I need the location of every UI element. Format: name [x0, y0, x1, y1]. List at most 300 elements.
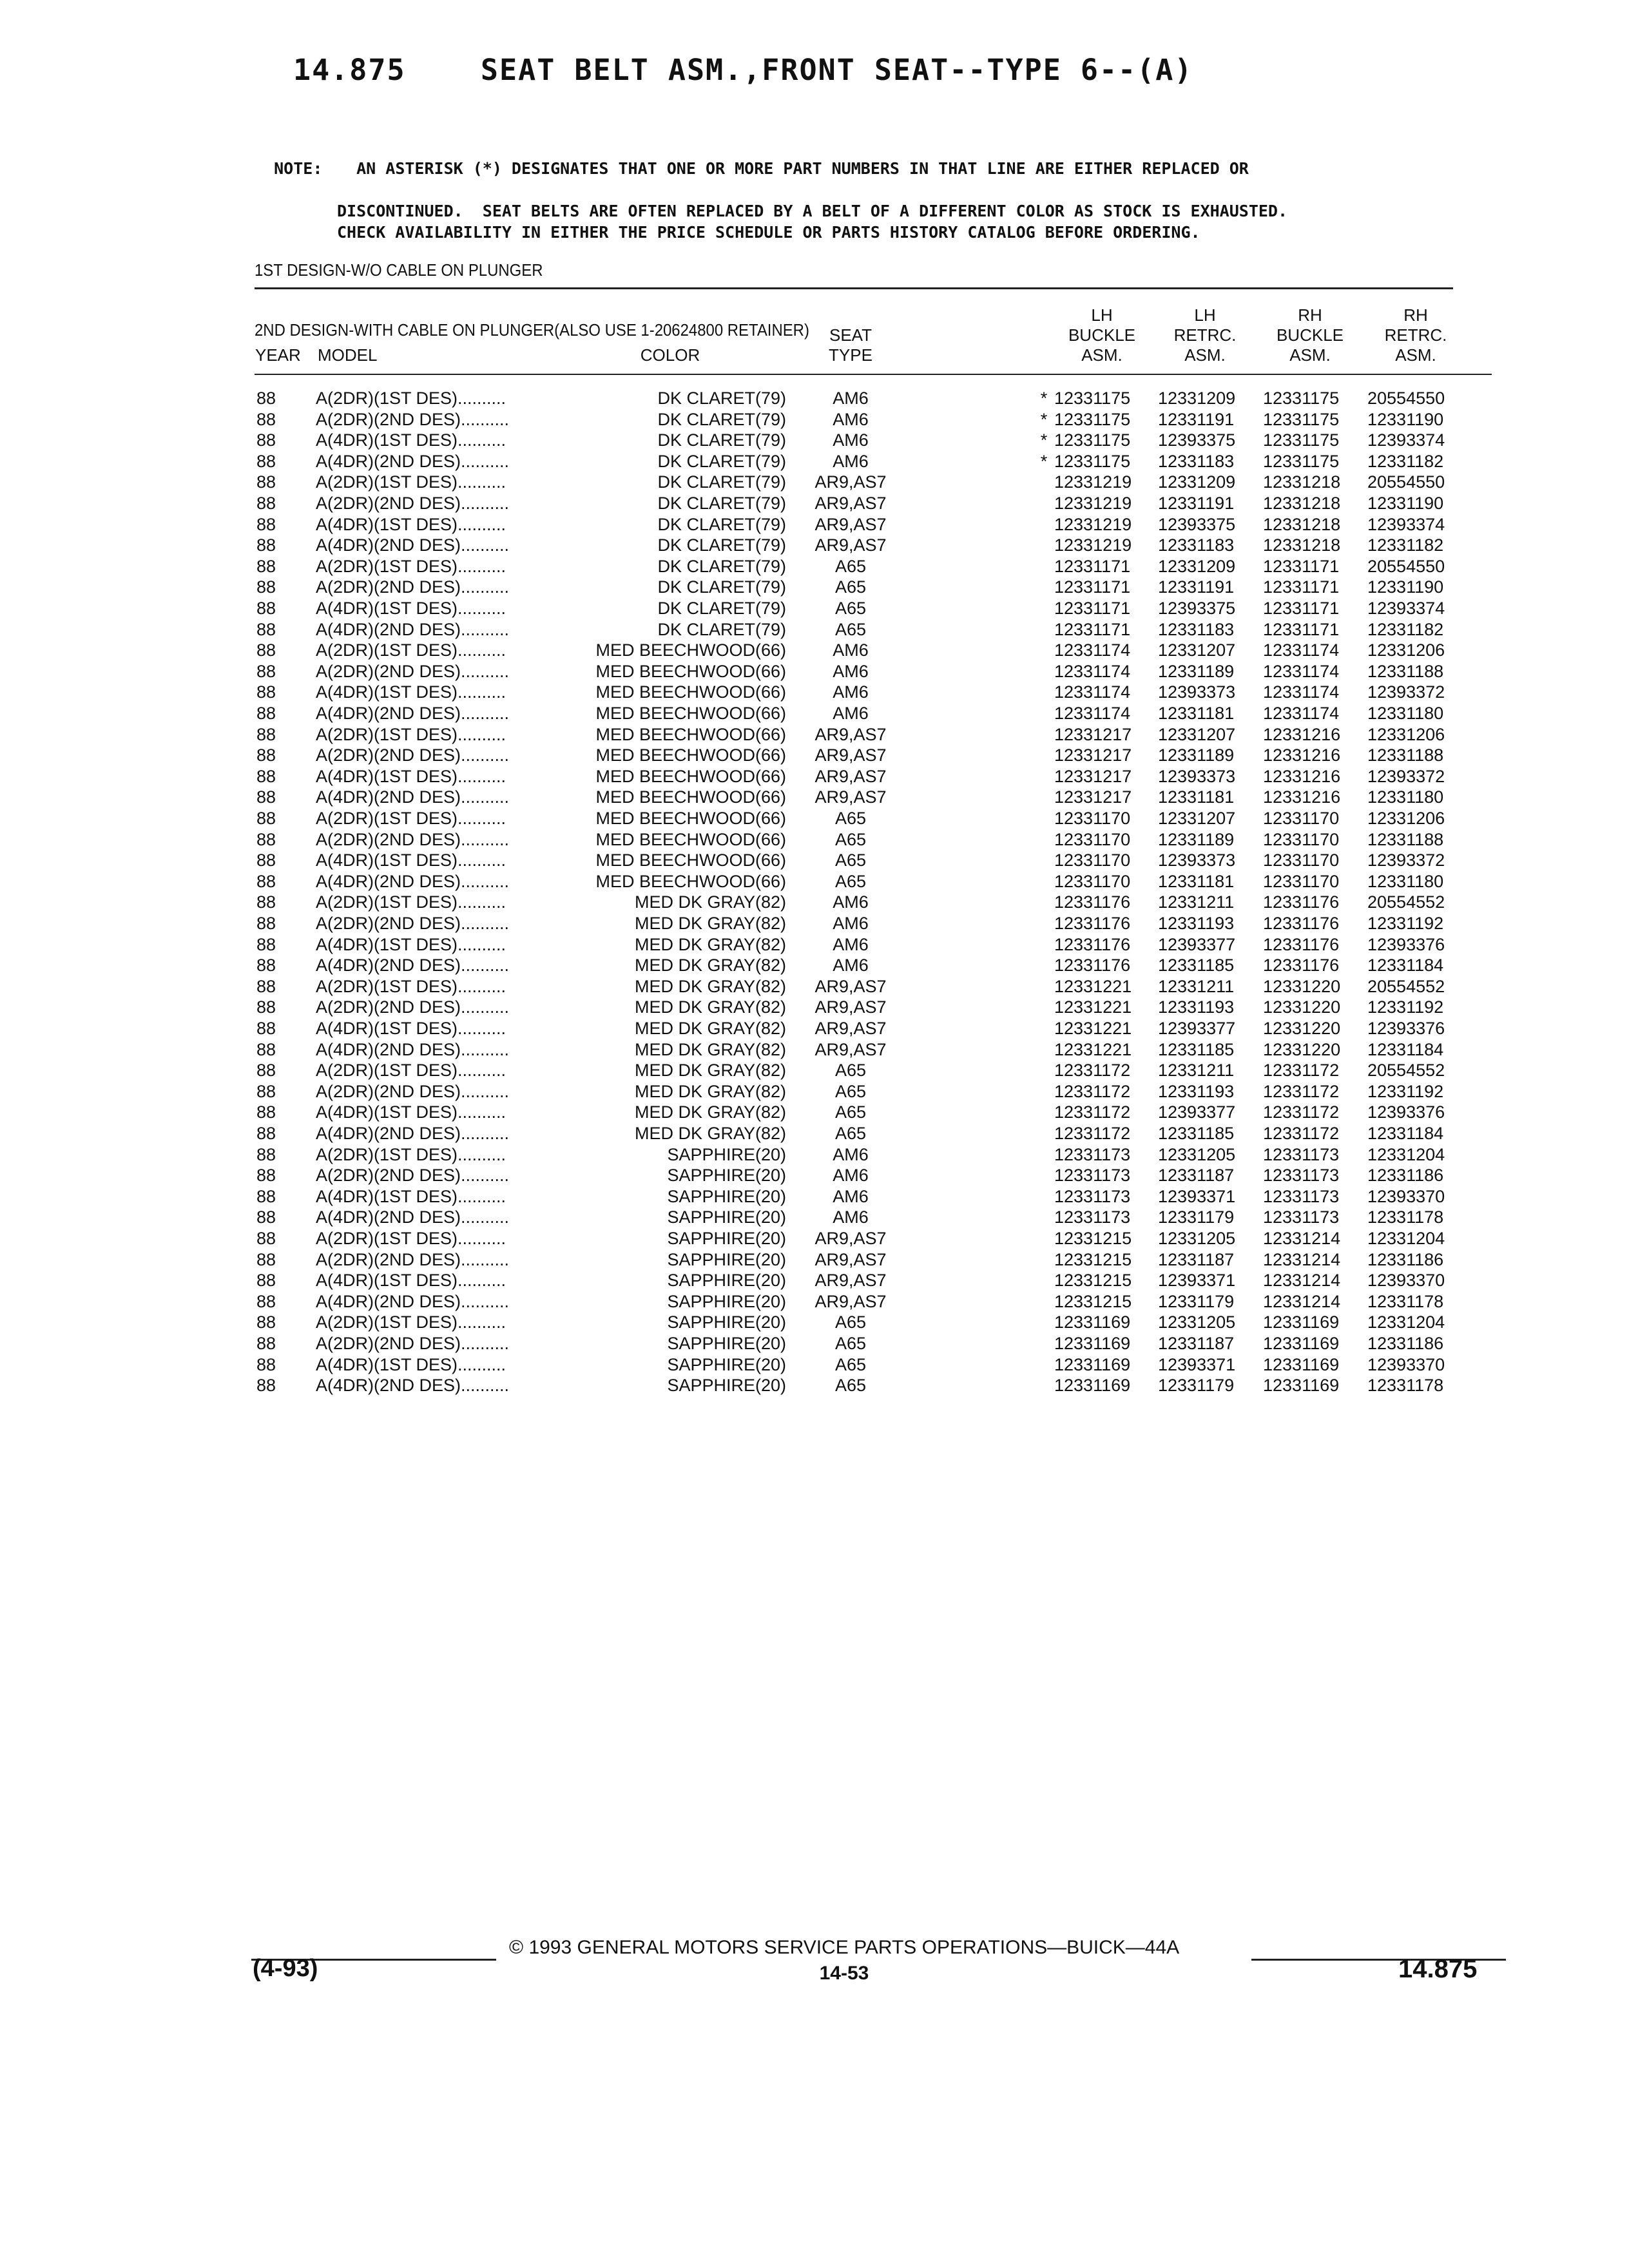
- lh-buckle-cell: 12331215: [1054, 1249, 1132, 1269]
- rh-buckle-cell: 12331171: [1263, 619, 1340, 639]
- lh-retrc-cell: 12331193: [1158, 914, 1235, 933]
- year-cell: 88: [256, 599, 276, 618]
- rh-buckle-cell: 12331174: [1263, 661, 1340, 681]
- rh-retrc-cell: 12331192: [1367, 1081, 1444, 1101]
- header-top-rule: [255, 287, 1453, 289]
- header-bottom-rule: [255, 374, 1492, 375]
- rh-retrc-cell: 12393374: [1367, 599, 1445, 618]
- lh-buckle-cell: 12331221: [1054, 1039, 1132, 1059]
- rh-buckle-cell: 12331218: [1263, 514, 1341, 534]
- year-cell: 88: [256, 577, 276, 597]
- year-cell: 88: [256, 472, 276, 492]
- color-cell: SAPPHIRE(20): [667, 1334, 786, 1353]
- replaced-marker: *: [1040, 389, 1048, 408]
- replaced-marker: *: [1040, 409, 1048, 429]
- year-cell: 88: [256, 451, 276, 471]
- year-cell: 88: [256, 934, 276, 954]
- color-cell: DK CLARET(79): [657, 619, 786, 639]
- rh-retrc-cell: 12393376: [1367, 1102, 1445, 1122]
- lh-retrc-cell: 12331205: [1158, 1144, 1236, 1164]
- year-cell: 88: [256, 1186, 276, 1206]
- seat-type-cell: AR9,AS7: [815, 766, 887, 786]
- color-cell: MED BEECHWOOD(66): [595, 787, 786, 807]
- model-cell: A(4DR)(1ST DES)..........: [316, 766, 506, 786]
- year-cell: 88: [256, 766, 276, 786]
- model-cell: A(2DR)(2ND DES)..........: [316, 914, 510, 933]
- date-code: (4-93): [253, 1955, 318, 1982]
- seat-type-cell: A65: [834, 1102, 867, 1122]
- color-cell: MED DK GRAY(82): [634, 1039, 786, 1059]
- lh-buckle-cell: 12331170: [1054, 871, 1131, 891]
- lh-retrc-cell: 12393373: [1158, 850, 1236, 870]
- model-cell: A(4DR)(1ST DES)..........: [316, 934, 506, 954]
- rh-buckle-cell: 12331214: [1263, 1291, 1341, 1311]
- color-cell: MED BEECHWOOD(66): [595, 682, 786, 702]
- lh-buckle-cell: 12331171: [1054, 599, 1131, 618]
- seat-type-cell: AM6: [833, 409, 869, 429]
- replaced-marker: *: [1040, 430, 1048, 450]
- lh-buckle-cell: 12331171: [1054, 619, 1131, 639]
- rh-retrc-cell: 12331190: [1367, 494, 1444, 513]
- year-cell: 88: [256, 640, 276, 660]
- color-cell: DK CLARET(79): [657, 472, 786, 492]
- year-cell: 88: [256, 745, 276, 765]
- year-cell: 88: [256, 1019, 276, 1038]
- color-cell: MED DK GRAY(82): [634, 956, 786, 975]
- year-cell: 88: [256, 809, 276, 828]
- lh-buckle-cell: 12331215: [1054, 1291, 1132, 1311]
- rh-buckle-cell: 12331173: [1263, 1207, 1340, 1227]
- rh-buckle-cell: 12331173: [1263, 1166, 1340, 1186]
- model-cell: A(4DR)(2ND DES)..........: [316, 787, 510, 807]
- rh-buckle-cell: 12331172: [1263, 1124, 1340, 1143]
- rh-retrc-cell: 12331180: [1367, 704, 1444, 723]
- rh-buckle-cell: 12331170: [1263, 871, 1340, 891]
- year-cell: 88: [256, 1312, 276, 1332]
- seat-type-cell: AM6: [833, 389, 869, 408]
- year-cell: 88: [256, 1249, 276, 1269]
- lh-buckle-cell: 12331170: [1054, 809, 1131, 828]
- model-cell: A(2DR)(1ST DES)..........: [316, 472, 506, 492]
- model-cell: A(4DR)(1ST DES)..........: [316, 1271, 506, 1291]
- year-cell: 88: [256, 1144, 276, 1164]
- lh-retrc-cell: 12331183: [1158, 451, 1235, 471]
- seat-type-cell: AM6: [833, 704, 869, 723]
- lh-retrc-cell: 12331181: [1158, 704, 1235, 723]
- lh-retrc-cell: 12393375: [1158, 430, 1236, 450]
- lh-retrc-cell: 12331179: [1158, 1207, 1235, 1227]
- rh-buckle-cell: 12331216: [1263, 766, 1341, 786]
- rh-retrc-cell: 12331184: [1367, 1039, 1444, 1059]
- model-cell: A(2DR)(1ST DES)..........: [316, 724, 506, 744]
- lh-buckle-cell: 12331219: [1054, 472, 1132, 492]
- seat-type-cell: A65: [834, 1376, 867, 1396]
- lh-retrc-cell: 12331187: [1158, 1249, 1235, 1269]
- seat-type-cell: AR9,AS7: [815, 535, 887, 555]
- model-cell: A(4DR)(2ND DES)..........: [316, 871, 510, 891]
- color-cell: SAPPHIRE(20): [667, 1271, 786, 1291]
- rh-buckle-cell: 12331175: [1263, 430, 1340, 450]
- seat-type-cell: AM6: [833, 451, 869, 471]
- color-cell: MED BEECHWOOD(66): [595, 704, 786, 723]
- seat-type-cell: AR9,AS7: [815, 787, 887, 807]
- lh-buckle-cell: 12331170: [1054, 850, 1131, 870]
- lh-retrc-cell: 12331187: [1158, 1166, 1235, 1186]
- rh-retrc-cell: 12393376: [1367, 1019, 1445, 1038]
- rh-retrc-cell: 20554550: [1367, 389, 1445, 408]
- year-cell: 88: [256, 514, 276, 534]
- color-cell: MED DK GRAY(82): [634, 976, 786, 996]
- model-cell: A(4DR)(2ND DES)..........: [316, 704, 510, 723]
- year-cell: 88: [256, 1039, 276, 1059]
- color-cell: MED DK GRAY(82): [634, 1124, 786, 1143]
- rh-retrc-cell: 12331206: [1367, 809, 1445, 828]
- model-cell: A(2DR)(2ND DES)..........: [316, 1081, 510, 1101]
- color-cell: SAPPHIRE(20): [667, 1144, 786, 1164]
- lh-buckle-cell: 12331174: [1054, 682, 1131, 702]
- model-cell: A(4DR)(1ST DES)..........: [316, 430, 506, 450]
- year-cell: 88: [256, 1081, 276, 1101]
- seat-type-cell: A65: [834, 619, 867, 639]
- seat-type-cell: A65: [834, 1334, 867, 1353]
- lh-retrc-cell: 12393377: [1158, 1102, 1236, 1122]
- model-cell: A(4DR)(2ND DES)..........: [316, 1291, 510, 1311]
- rh-retrc-cell: 12393376: [1367, 934, 1445, 954]
- lh-buckle-cell: 12331172: [1054, 1124, 1131, 1143]
- lh-buckle-cell: 12331215: [1054, 1229, 1132, 1248]
- year-cell: 88: [256, 704, 276, 723]
- model-cell: A(2DR)(2ND DES)..........: [316, 1249, 510, 1269]
- seat-type-cell: AM6: [833, 1207, 869, 1227]
- seat-type-cell: A65: [834, 599, 867, 618]
- year-cell: 88: [256, 976, 276, 996]
- color-cell: DK CLARET(79): [657, 514, 786, 534]
- model-cell: A(4DR)(2ND DES)..........: [316, 1039, 510, 1059]
- lh-retrc-cell: 12393377: [1158, 934, 1236, 954]
- note-label: NOTE:: [274, 159, 323, 178]
- lh-buckle-cell: 12331174: [1054, 704, 1131, 723]
- lh-buckle-cell: 12331174: [1054, 661, 1131, 681]
- lh-retrc-cell: 12393373: [1158, 766, 1236, 786]
- model-cell: A(4DR)(1ST DES)..........: [316, 1102, 506, 1122]
- rh-buckle-cell: 12331171: [1263, 556, 1340, 576]
- copyright-notice: © 1993 GENERAL MOTORS SERVICE PARTS OPERATIONS—BUICK—44A: [509, 1937, 1180, 1958]
- rh-retrc-cell: 12331180: [1367, 871, 1444, 891]
- color-cell: SAPPHIRE(20): [667, 1186, 786, 1206]
- year-cell: 88: [256, 535, 276, 555]
- year-cell: 88: [256, 829, 276, 849]
- lh-buckle-cell: 12331176: [1054, 934, 1131, 954]
- header-rh-retrc: RH RETRC. ASM.: [1384, 305, 1447, 365]
- color-cell: DK CLARET(79): [657, 430, 786, 450]
- lh-retrc-cell: 12331187: [1158, 1334, 1235, 1353]
- lh-buckle-cell: 12331170: [1054, 829, 1131, 849]
- lh-buckle-cell: 12331169: [1054, 1312, 1131, 1332]
- lh-retrc-cell: 12331189: [1158, 661, 1235, 681]
- rh-retrc-cell: 12331188: [1367, 745, 1444, 765]
- seat-type-cell: A65: [834, 1081, 867, 1101]
- rh-buckle-cell: 12331169: [1263, 1334, 1340, 1353]
- model-cell: A(4DR)(2ND DES)..........: [316, 451, 510, 471]
- header-year: YEAR: [255, 345, 301, 365]
- lh-buckle-cell: 12331169: [1054, 1334, 1131, 1353]
- lh-retrc-cell: 12331179: [1158, 1291, 1235, 1311]
- seat-type-cell: A65: [834, 829, 867, 849]
- color-cell: MED BEECHWOOD(66): [595, 871, 786, 891]
- rh-buckle-cell: 12331170: [1263, 809, 1340, 828]
- rh-retrc-cell: 12331178: [1367, 1207, 1444, 1227]
- model-cell: A(4DR)(1ST DES)..........: [316, 1186, 506, 1206]
- rh-buckle-cell: 12331172: [1263, 1061, 1340, 1081]
- lh-retrc-cell: 12331209: [1158, 556, 1236, 576]
- model-cell: A(2DR)(1ST DES)..........: [316, 892, 506, 912]
- rh-retrc-cell: 12331190: [1367, 577, 1444, 597]
- rh-buckle-cell: 12331175: [1263, 451, 1340, 471]
- lh-retrc-cell: 12331207: [1158, 724, 1236, 744]
- color-cell: MED BEECHWOOD(66): [595, 829, 786, 849]
- header-rh-buckle: RH BUCKLE ASM.: [1276, 305, 1344, 365]
- rh-retrc-cell: 12331190: [1367, 409, 1444, 429]
- rh-retrc-cell: 12331188: [1367, 829, 1444, 849]
- lh-retrc-cell: 12393371: [1158, 1271, 1236, 1291]
- rh-buckle-cell: 12331169: [1263, 1376, 1340, 1396]
- lh-retrc-cell: 12331181: [1158, 787, 1235, 807]
- lh-retrc-cell: 12331183: [1158, 619, 1235, 639]
- year-cell: 88: [256, 850, 276, 870]
- year-cell: 88: [256, 1061, 276, 1081]
- rh-retrc-cell: 12331178: [1367, 1291, 1444, 1311]
- lh-retrc-cell: 12331209: [1158, 472, 1236, 492]
- color-cell: MED DK GRAY(82): [634, 934, 786, 954]
- year-cell: 88: [256, 1166, 276, 1186]
- year-cell: 88: [256, 787, 276, 807]
- rh-buckle-cell: 12331218: [1263, 494, 1341, 513]
- lh-buckle-cell: 12331217: [1054, 745, 1132, 765]
- seat-type-cell: AR9,AS7: [815, 745, 887, 765]
- rh-buckle-cell: 12331170: [1263, 850, 1340, 870]
- rh-buckle-cell: 12331220: [1263, 1019, 1341, 1038]
- lh-buckle-cell: 12331219: [1054, 535, 1132, 555]
- year-cell: 88: [256, 682, 276, 702]
- rh-buckle-cell: 12331175: [1263, 389, 1340, 408]
- color-cell: MED BEECHWOOD(66): [595, 766, 786, 786]
- rh-retrc-cell: 12331188: [1367, 661, 1444, 681]
- seat-type-cell: AR9,AS7: [815, 997, 887, 1017]
- lh-retrc-cell: 12331211: [1158, 892, 1235, 912]
- color-cell: SAPPHIRE(20): [667, 1291, 786, 1311]
- lh-retrc-cell: 12331207: [1158, 640, 1236, 660]
- lh-buckle-cell: 12331173: [1054, 1186, 1131, 1206]
- rh-buckle-cell: 12331220: [1263, 976, 1341, 996]
- page-title: 14.875 SEAT BELT ASM.,FRONT SEAT--TYPE 6--(A): [293, 53, 1193, 87]
- lh-retrc-cell: 12331185: [1158, 1124, 1235, 1143]
- color-cell: SAPPHIRE(20): [667, 1376, 786, 1396]
- seat-type-cell: A65: [834, 850, 867, 870]
- model-cell: A(2DR)(2ND DES)..........: [316, 745, 510, 765]
- lh-buckle-cell: 12331176: [1054, 914, 1131, 933]
- color-cell: DK CLARET(79): [657, 451, 786, 471]
- design-notes: [255, 220, 809, 360]
- rh-retrc-cell: 12393370: [1367, 1354, 1445, 1374]
- year-cell: 88: [256, 430, 276, 450]
- rh-buckle-cell: 12331220: [1263, 1039, 1341, 1059]
- seat-type-cell: AM6: [833, 934, 869, 954]
- rh-retrc-cell: 12331186: [1367, 1249, 1444, 1269]
- lh-buckle-cell: 12331175: [1054, 451, 1131, 471]
- seat-type-cell: AR9,AS7: [815, 724, 887, 744]
- rh-retrc-cell: 12331182: [1367, 619, 1444, 639]
- year-cell: 88: [256, 661, 276, 681]
- note-line-3: CHECK AVAILABILITY IN EITHER THE PRICE SCHEDULE OR PARTS HISTORY CATALOG BEFORE ORDERING.: [337, 223, 1200, 242]
- color-cell: SAPPHIRE(20): [667, 1354, 786, 1374]
- lh-buckle-cell: 12331169: [1054, 1354, 1131, 1374]
- header-lh-retrc: LH RETRC. ASM.: [1173, 305, 1237, 365]
- rh-buckle-cell: 12331216: [1263, 745, 1341, 765]
- color-cell: MED BEECHWOOD(66): [595, 809, 786, 828]
- lh-buckle-cell: 12331175: [1054, 409, 1131, 429]
- model-cell: A(2DR)(2ND DES)..........: [316, 997, 510, 1017]
- model-cell: A(2DR)(2ND DES)..........: [316, 577, 510, 597]
- seat-type-cell: A65: [834, 577, 867, 597]
- rh-buckle-cell: 12331176: [1263, 934, 1340, 954]
- color-cell: MED BEECHWOOD(66): [595, 850, 786, 870]
- year-cell: 88: [256, 1124, 276, 1143]
- year-cell: 88: [256, 556, 276, 576]
- rh-retrc-cell: 12331184: [1367, 956, 1444, 975]
- rh-retrc-cell: 12331206: [1367, 724, 1445, 744]
- rh-retrc-cell: 12331192: [1367, 914, 1444, 933]
- seat-type-cell: AM6: [833, 892, 869, 912]
- lh-buckle-cell: 12331219: [1054, 514, 1132, 534]
- header-lh-buckle: LH BUCKLE ASM.: [1068, 305, 1136, 365]
- model-cell: A(2DR)(1ST DES)..........: [316, 1229, 506, 1248]
- color-cell: MED DK GRAY(82): [634, 1081, 786, 1101]
- rh-retrc-cell: 12331184: [1367, 1124, 1444, 1143]
- rh-retrc-cell: 20554550: [1367, 556, 1445, 576]
- lh-retrc-cell: 12393371: [1158, 1186, 1236, 1206]
- lh-buckle-cell: 12331173: [1054, 1144, 1131, 1164]
- seat-type-cell: AR9,AS7: [815, 494, 887, 513]
- lh-retrc-cell: 12331193: [1158, 997, 1235, 1017]
- year-cell: 88: [256, 1271, 276, 1291]
- rh-buckle-cell: 12331173: [1263, 1144, 1340, 1164]
- color-cell: DK CLARET(79): [657, 494, 786, 513]
- rh-retrc-cell: 20554552: [1367, 1061, 1445, 1081]
- year-cell: 88: [256, 997, 276, 1017]
- year-cell: 88: [256, 619, 276, 639]
- rh-retrc-cell: 12393372: [1367, 850, 1445, 870]
- model-cell: A(4DR)(1ST DES)..........: [316, 682, 506, 702]
- rh-buckle-cell: 12331174: [1263, 682, 1340, 702]
- lh-buckle-cell: 12331174: [1054, 640, 1131, 660]
- rh-buckle-cell: 12331169: [1263, 1354, 1340, 1374]
- rh-buckle-cell: 12331216: [1263, 724, 1341, 744]
- rh-retrc-cell: 12393372: [1367, 682, 1445, 702]
- color-cell: MED DK GRAY(82): [634, 997, 786, 1017]
- model-cell: A(4DR)(2ND DES)..........: [316, 1207, 510, 1227]
- model-cell: A(4DR)(1ST DES)..........: [316, 599, 506, 618]
- model-cell: A(4DR)(2ND DES)..........: [316, 535, 510, 555]
- model-cell: A(2DR)(2ND DES)..........: [316, 1334, 510, 1353]
- rh-retrc-cell: 12331204: [1367, 1229, 1445, 1248]
- rh-buckle-cell: 12331176: [1263, 892, 1340, 912]
- seat-type-cell: AM6: [833, 1166, 869, 1186]
- model-cell: A(2DR)(1ST DES)..........: [316, 976, 506, 996]
- color-cell: MED DK GRAY(82): [634, 892, 786, 912]
- model-cell: A(4DR)(1ST DES)..........: [316, 850, 506, 870]
- year-cell: 88: [256, 1207, 276, 1227]
- rh-retrc-cell: 12331178: [1367, 1376, 1444, 1396]
- seat-type-cell: A65: [834, 1061, 867, 1081]
- lh-retrc-cell: 12331211: [1158, 976, 1235, 996]
- lh-retrc-cell: 12331211: [1158, 1061, 1235, 1081]
- color-cell: SAPPHIRE(20): [667, 1249, 786, 1269]
- rh-retrc-cell: 12331182: [1367, 535, 1444, 555]
- year-cell: 88: [256, 409, 276, 429]
- color-cell: SAPPHIRE(20): [667, 1207, 786, 1227]
- lh-buckle-cell: 12331172: [1054, 1061, 1131, 1081]
- color-cell: MED BEECHWOOD(66): [595, 661, 786, 681]
- color-cell: MED BEECHWOOD(66): [595, 640, 786, 660]
- color-cell: DK CLARET(79): [657, 535, 786, 555]
- seat-type-cell: AM6: [833, 682, 869, 702]
- rh-buckle-cell: 12331214: [1263, 1229, 1341, 1248]
- year-cell: 88: [256, 1229, 276, 1248]
- year-cell: 88: [256, 494, 276, 513]
- rh-buckle-cell: 12331173: [1263, 1186, 1340, 1206]
- lh-retrc-cell: 12331183: [1158, 535, 1235, 555]
- rh-buckle-cell: 12331214: [1263, 1249, 1341, 1269]
- rh-buckle-cell: 12331171: [1263, 599, 1340, 618]
- lh-buckle-cell: 12331173: [1054, 1166, 1131, 1186]
- rh-buckle-cell: 12331214: [1263, 1271, 1341, 1291]
- header-seat-type: SEAT TYPE: [829, 325, 872, 365]
- model-cell: A(2DR)(1ST DES)..........: [316, 640, 506, 660]
- rh-buckle-cell: 12331176: [1263, 956, 1340, 975]
- seat-type-cell: AR9,AS7: [815, 1271, 887, 1291]
- rh-buckle-cell: 12331174: [1263, 704, 1340, 723]
- rh-retrc-cell: 12331182: [1367, 451, 1444, 471]
- lh-retrc-cell: 12331205: [1158, 1312, 1236, 1332]
- model-cell: A(2DR)(2ND DES)..........: [316, 494, 510, 513]
- seat-type-cell: AM6: [833, 1186, 869, 1206]
- rh-buckle-cell: 12331175: [1263, 409, 1340, 429]
- color-cell: MED DK GRAY(82): [634, 1102, 786, 1122]
- seat-type-cell: A65: [834, 1312, 867, 1332]
- seat-type-cell: AR9,AS7: [815, 1019, 887, 1038]
- lh-buckle-cell: 12331221: [1054, 997, 1132, 1017]
- seat-type-cell: AR9,AS7: [815, 1291, 887, 1311]
- seat-type-cell: AR9,AS7: [815, 976, 887, 996]
- lh-buckle-cell: 12331217: [1054, 787, 1132, 807]
- rh-buckle-cell: 12331172: [1263, 1081, 1340, 1101]
- model-cell: A(4DR)(2ND DES)..........: [316, 1376, 510, 1396]
- header-color: COLOR: [640, 345, 700, 365]
- rh-retrc-cell: 12331186: [1367, 1334, 1444, 1353]
- rh-buckle-cell: 12331218: [1263, 472, 1341, 492]
- color-cell: MED DK GRAY(82): [634, 1061, 786, 1081]
- rh-buckle-cell: 12331176: [1263, 914, 1340, 933]
- rh-retrc-cell: 12393374: [1367, 514, 1445, 534]
- model-cell: A(4DR)(1ST DES)..........: [316, 514, 506, 534]
- design-note-2: 2ND DESIGN-WITH CABLE ON PLUNGER(ALSO USE 1-20624800 RETAINER): [255, 320, 809, 340]
- rh-retrc-cell: 20554552: [1367, 976, 1445, 996]
- rh-retrc-cell: 20554550: [1367, 472, 1445, 492]
- seat-type-cell: A65: [834, 556, 867, 576]
- lh-retrc-cell: 12393373: [1158, 682, 1236, 702]
- lh-buckle-cell: 12331217: [1054, 766, 1132, 786]
- lh-retrc-cell: 12393375: [1158, 599, 1236, 618]
